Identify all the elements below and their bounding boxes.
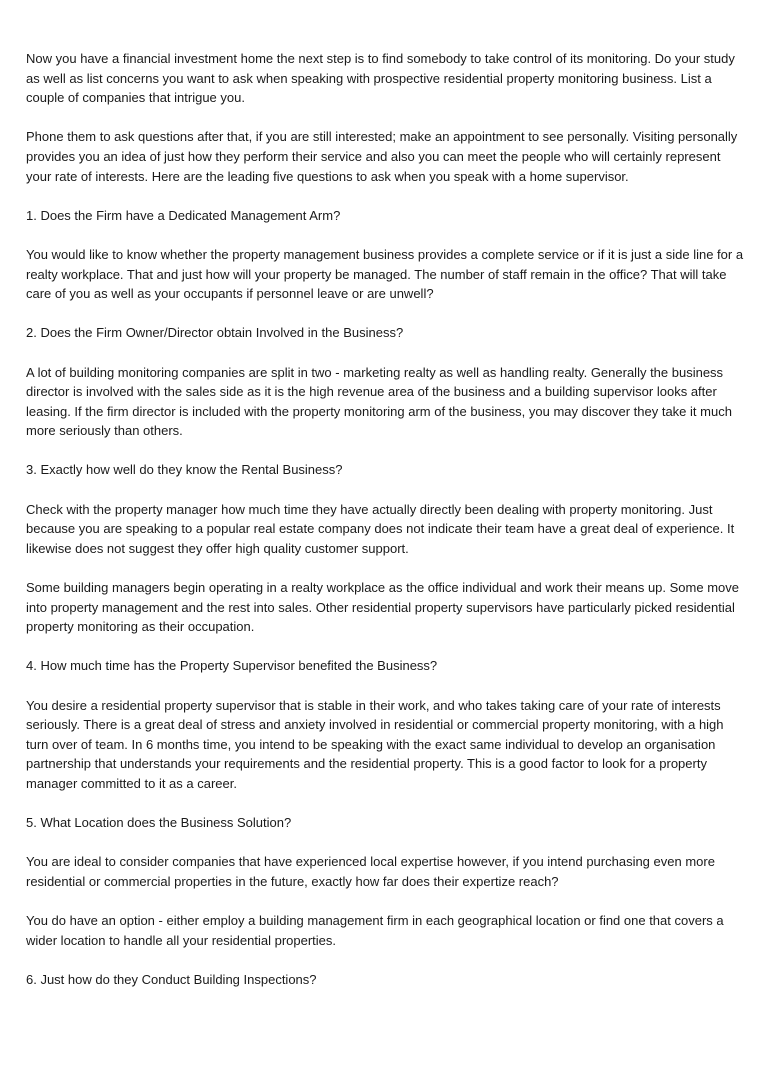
document-page — [26, 49, 746, 1009]
question-heading-6: 6. Just how do they Conduct Building Inspections? — [26, 971, 317, 987]
question-heading-5: 5. What Location does the Business Solution? — [26, 815, 292, 831]
question-heading-4: 4. How much time has the Property Supervisor benefited the Business? — [26, 658, 438, 674]
question-heading-1: 1. Does the Firm have a Dedicated Management Arm? — [26, 207, 341, 223]
answer-paragraph-5b: You do have an option - either employ a building management firm in each geographical location or find one that covers a wider location to handle all your residential properties. — [26, 913, 724, 948]
answer-paragraph-1: You would like to know whether the property management business provides a complete service or if it is just a side line for a realty workplace. That and just how will your property be managed. The number of staff remain in the office? That will take care of you as well as your occupants if personnel leave or are unwell? — [26, 246, 744, 302]
answer-paragraph-5a: You are ideal to consider companies that have experienced local expertise however, if you intend purchasing even more residential or commercial properties in the future, exactly how far does their expertize reach? — [26, 854, 715, 889]
answer-paragraph-4: You desire a residential property supervisor that is stable in their work, and who takes taking care of your rate of interests seriously. There is a great deal of stress and anxiety involved in residential or commercial property monitoring, with a high turn over of team. In 6 months time, you intend to be speaking with the exact same individual to develop an organisation partnership that understands your requirements and the residential property. This is a good factor to look for a property manager committed to it as a career. — [26, 697, 724, 791]
answer-paragraph-3a: Check with the property manager how much time they have actually directly been dealing with property monitoring. Just because you are speaking to a popular real estate company does not indicate their team have a great deal of experience. It likewise does not suggest they offer high quality customer support. — [26, 501, 735, 556]
answer-paragraph-2: A lot of building monitoring companies are split in two - marketing realty as well as handling realty. Generally the business director is involved with the sales side as it is the high revenue area of the business and a building supervisor looks after leasing. If the firm director is included with the property monitoring arm of the business, you may discover they take it much more seriously than others. — [26, 364, 732, 439]
intro-paragraph: Now you have a financial investment home the next step is to find somebody to take control of its monitoring. Do your study as well as list concerns you want to ask when speaking with prospective residential property monitoring business. List a couple of companies that intrigue you. — [26, 51, 735, 106]
contact-paragraph: Phone them to ask questions after that, if you are still interested; make an appointment to see personally. Visiting personally provides you an idea of just how they perform their service and also you can meet the people who will certainly represent your rate of interests. Here are the leading five questions to ask when you speak with a home supervisor. — [26, 129, 738, 184]
question-heading-3: 3. Exactly how well do they know the Rental Business? — [26, 462, 343, 478]
question-heading-2: 2. Does the Firm Owner/Director obtain Involved in the Business? — [26, 325, 404, 341]
answer-paragraph-3b: Some building managers begin operating in a realty workplace as the office individual and work their means up. Some move into property management and the rest into sales. Other residential property supervisors have particularly picked residential property monitoring as their occupation. — [26, 580, 739, 635]
